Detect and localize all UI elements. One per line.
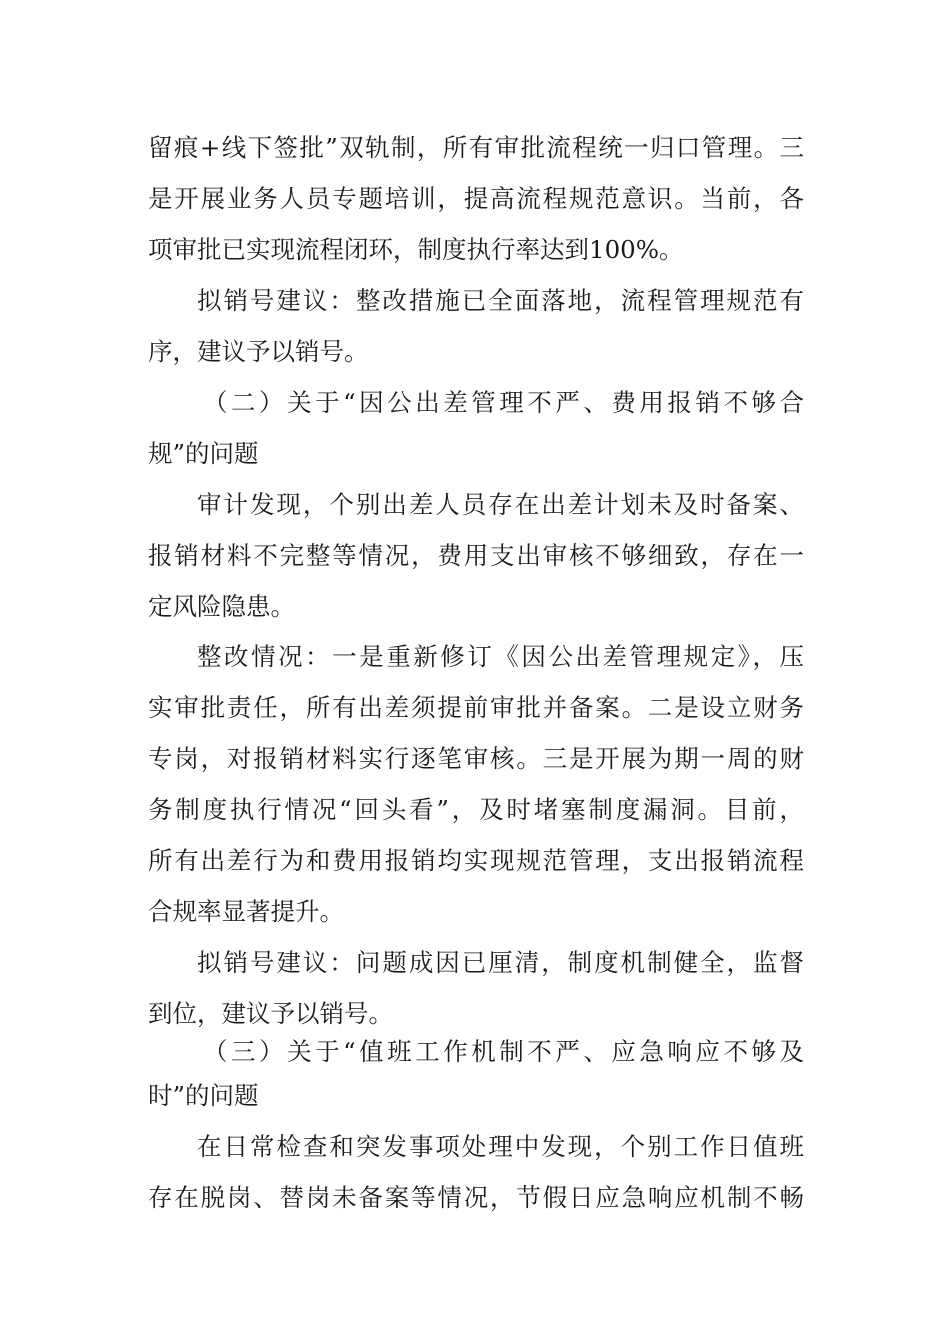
section-heading: 时”的问题 (148, 1081, 259, 1110)
section-heading: （二）关于“因公出差管理不严、费用报销不够合 (203, 388, 804, 417)
text-line: 存在脱岗、替岗未备案等情况，节假日应急响应机制不畅 (148, 1183, 804, 1212)
text-line: 审计发现，个别出差人员存在出差计划未及时备案、 (197, 490, 804, 519)
text-line: 在日常检查和突发事项处理中发现，个别工作日值班 (197, 1132, 804, 1161)
text-line: 是开展业务人员专题培训，提高流程规范意识。当前，各 (148, 184, 804, 213)
text-line: 到位，建议予以销号。 (148, 999, 393, 1028)
section-heading: （三）关于“值班工作机制不严、应急响应不够及 (203, 1037, 804, 1066)
text-line: 整改情况：一是重新修订《因公出差管理规定》，压 (197, 642, 804, 671)
text-line: 定风险隐患。 (148, 592, 295, 621)
text-line: 报销材料不完整等情况，费用支出审核不够细致，存在一 (148, 541, 804, 570)
text-line: 序，建议予以销号。 (148, 337, 369, 366)
text-line: 拟销号建议：问题成因已厘清，制度机制健全，监督 (197, 948, 804, 977)
text-line: 合规率显著提升。 (148, 897, 344, 926)
text-line: 留痕+线下签批”双轨制，所有审批流程统一归口管理。三 (148, 133, 804, 162)
section-heading: 规”的问题 (148, 439, 259, 468)
text-line: 实审批责任，所有出差须提前审批并备案。二是设立财务 (148, 693, 804, 722)
text-line: 拟销号建议：整改措施已全面落地，流程管理规范有 (197, 286, 804, 315)
text-line: 专岗，对报销材料实行逐笔审核。三是开展为期一周的财 (148, 744, 804, 773)
text-line: 所有出差行为和费用报销均实现规范管理，支出报销流程 (148, 846, 804, 875)
text-line: 项审批已实现流程闭环，制度执行率达到100%。 (148, 235, 684, 264)
text-line: 务制度执行情况“回头看”，及时堵塞制度漏洞。目前， (148, 795, 804, 824)
